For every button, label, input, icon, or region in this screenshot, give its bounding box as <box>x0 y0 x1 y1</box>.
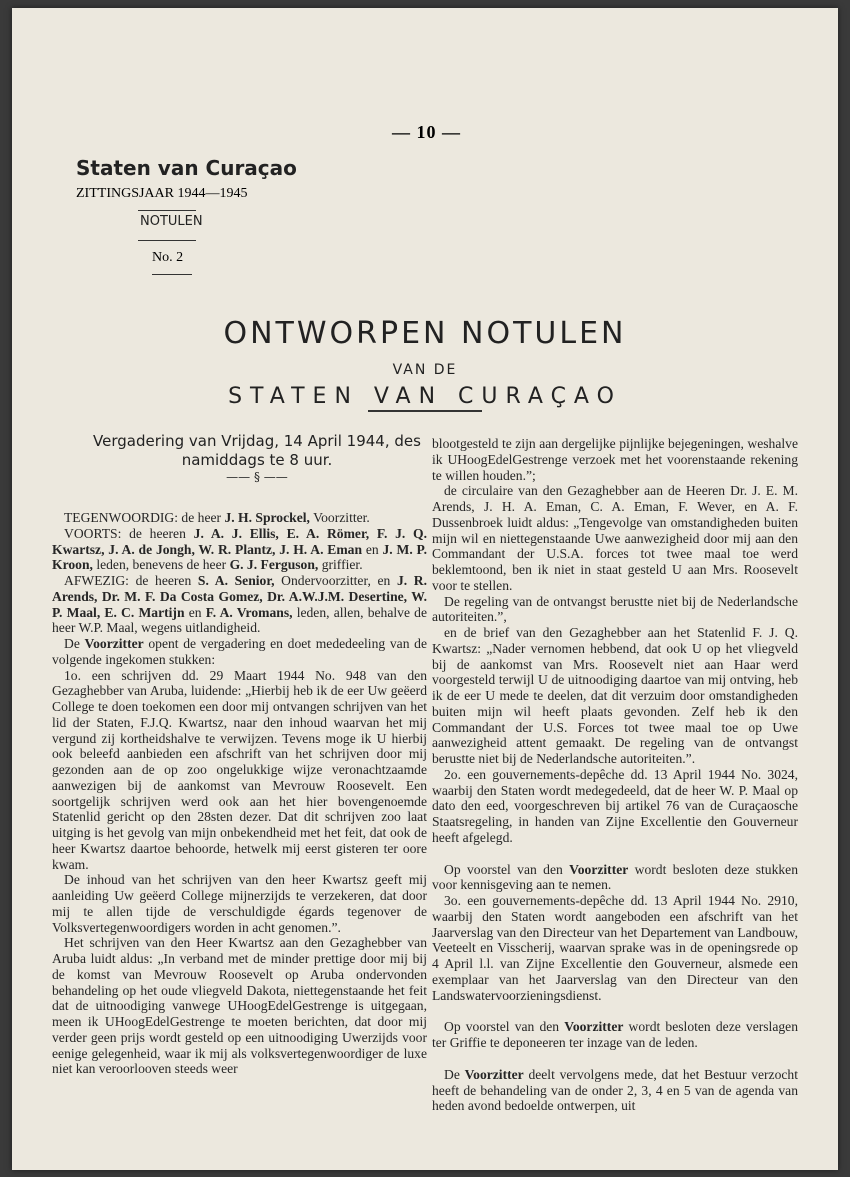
resolution-paragraph: Op voorstel van den Voorzitter wordt besloten deze verslagen ter Griffie te deponeeren ter inzage van de leden. <box>432 1019 798 1050</box>
meeting-heading: Vergadering van Vrijdag, 14 April 1944, des namiddags te 8 uur. <box>93 432 421 469</box>
header-divider <box>152 274 192 275</box>
document-title: ONTWORPEN NOTULEN <box>223 316 627 351</box>
paragraph: De Voorzitter deelt vervolgens mede, dat het Bestuur verzocht heeft de behandeling van de onder 2, 3, 4 en 5 van de agenda van heden avond bedoelde ontwerpen, uit <box>432 1066 798 1114</box>
paragraph: 3o. een gouvernements-depêche dd. 13 April 1944 No. 2910, waarbij den Staten wordt aangeboden een afschrift van het Jaarverslag van den Directeur van het Departement van Landbouw, Veeteelt en Visscherij, waarvan sprake was in de openingsrede op 4 April l.l. van Zijne Excellentie den Gouverneur, alsmede een exemplaar van het Jaarverslag van den Directeur van den Landswatervoorzieningsdienst. <box>432 893 798 1003</box>
title-underline <box>368 410 482 412</box>
paragraph: De Voorzitter opent de vergadering en doet mededeeling van de volgende ingekomen stukken: <box>52 636 428 667</box>
left-column <box>52 494 427 1077</box>
section-label: NOTULEN <box>140 214 203 229</box>
document-subtitle: STATEN VAN CURAÇAO <box>228 384 622 409</box>
organization-name: Staten van Curaçao <box>76 156 297 180</box>
right-column <box>432 436 798 1114</box>
paragraph: 1o. een schrijven dd. 29 Maart 1944 No. 948 van den Gezaghebber van Aruba, luidende: „Hierbij heb ik de eer Uw geëerd College te doen toekomen een door mij ontvangen schrijven van het lid der Staten, F.J.Q. Kwartsz, naar den inhoud waarvan het mij vergund zij kortheidshalve te verwijzen. Tevens moge ik U hierbij ook beleefd aanbieden een afschrift van het schrijven door mij gezonden aan de op zoo ongelukkige wijze veronachtzaamde aanwezigen bij de aankomst van Mevrouw Roosevelt. Een soortgelijk schrijven werd ook aan het hier bovengenoemde Statenlid gericht op den 28sten dezer. Dat dit schrijven zoo laat uitging is het gevolg van mijn onbekendheid met het feit, dat ook de heer Kwartsz daartoe behoorde, hetwelk mij eerst gisteren ter oore kwam. <box>52 667 427 872</box>
header-divider <box>138 240 196 241</box>
issue-number: No. 2 <box>152 250 184 265</box>
paragraph: blootgesteld te zijn aan dergelijke pijnlijke bejegeningen, weshalve ik UHoogEdelGestrenge verzoek met het voorenstaande rekening te willen houden.”; <box>432 436 798 483</box>
attendance-present: TEGENWOORDIG: de heer J. H. Sprockel, Voorzitter. <box>64 510 370 525</box>
paragraph: De inhoud van het schrijven van den heer Kwartsz geeft mij aanleiding Uw geëerd College mijnerzijds te verzekeren, dat door mij te allen tijde de verschuldigde égards tegenover de Volksvertegenwoordigers worden in acht genomen.”. <box>52 872 427 935</box>
paragraph: Het schrijven van den Heer Kwartsz aan den Gezaghebber van Aruba luidt aldus: „In verband met de minder prettige door mij bij de komst van Mevrouw Roosevelt op Aruba ondervonden behandeling op het oude vliegveld Dakota, niettegenstaande het feit dat de uitnoodiging vanwege UHoogEdelGestrenge is uitgegaan, meen ik UHoogEdelGestrenge te moeten berichten, dat door mij verder geen prijs wordt gesteld op een uitnoodiging Uwerzijds voor eenige gelegenheid, waar ik mij als volksvertegenwoordiger de luxe niet kan veroorlooven steeds weer <box>52 935 427 1077</box>
paragraph: De regeling van de ontvangst berustte niet bij de Nederlandsche autoriteiten.”, <box>432 593 798 625</box>
section-mark: —— § —— <box>226 470 288 484</box>
document-page <box>12 8 838 1170</box>
header-divider <box>138 210 196 211</box>
page-number: — 10 — <box>392 122 461 142</box>
paragraph: en de brief van den Gezaghebber aan het Statenlid F. J. Q. Kwartsz: „Nader vernomen hebbend, dat ook U op het vliegveld bij de aankomst van Mrs. Roosevelt niet aan Haar werd voorgesteld terwijl U de uitnoodiging daartoe van mij ontving, heb ik de eer U mede te deelen, dat dit verzuim door omstandigheden buiten mijn wil heeft plaats gevonden. Zelf heb ik den Commandant der U.S. Forces tot twee maal toe op Uwe aanwezigheid attent gemaakt. De regeling van de ontvangst berustte niet bij de Nederlandsche autoriteiten.”. <box>432 625 798 766</box>
resolution-paragraph: Op voorstel van den Voorzitter wordt besloten deze stukken voor kennisgeving aan te nemen. <box>432 861 798 893</box>
paragraph: 2o. een gouvernements-depêche dd. 13 April 1944 No. 3024, waarbij den Staten wordt medegedeeld, dat de heer W. P. Maal op dato den eed, voorgeschreven bij artikel 76 van de Curaçaosche Staatsregeling, in handen van Zijne Excellentie den Gouverneur heeft afgelegd. <box>432 766 798 845</box>
attendance-also: VOORTS: de heeren J. A. J. Ellis, E. A. Römer, F. J. Q. Kwartsz, J. A. de Jongh, W. R. Plantz, J. H. A. Eman en J. M. P. Kroon, leden, benevens de heer G. J. Ferguson, griffier. <box>52 525 428 573</box>
paragraph: de circulaire van den Gezaghebber aan de Heeren Dr. J. E. M. Arends, J. H. A. Eman, C. A. Eman, F. Wever, en A. F. Dussenbroek luidt aldus: „Tengevolge van omstandigheden buiten mijn wil en niettegenstaande Uwe aanwezigheid door mij aan den Commandant der U.S.A. forces tot twee maal toe werd beklemtoond, ben ik niet in staat gesteld U aan Mrs. Roosevelt voor te stellen. <box>432 483 798 593</box>
title-connector: VAN DE <box>392 362 458 378</box>
attendance-absent: AFWEZIG: de heeren S. A. Senior, Ondervoorzitter, en J. R. Arends, Dr. M. F. Da Costa Gomez, Dr. A.W.J.M. Desertine, W. P. Maal, E. C. Martijn en F. A. Vromans, leden, allen, behalve de heer W.P. Maal, wegens uitlandigheid. <box>52 573 428 636</box>
session-year: ZITTINGSJAAR 1944—1945 <box>76 186 248 201</box>
